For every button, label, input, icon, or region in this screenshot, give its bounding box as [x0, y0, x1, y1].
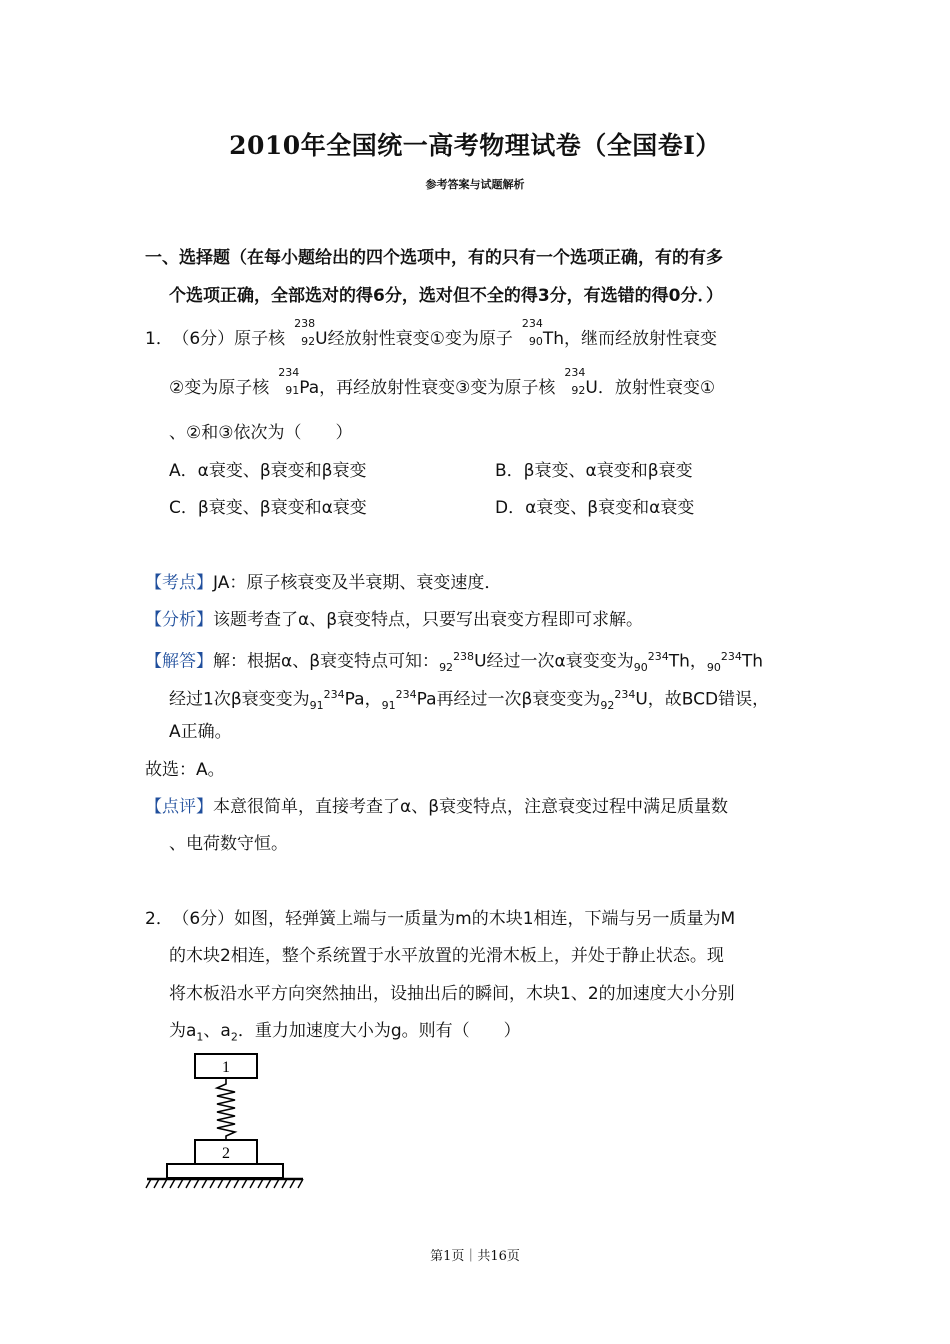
page-subtitle: 参考答案与试题解析: [425, 178, 525, 191]
q1-dianping-line2: 、电荷数守恒。: [169, 834, 288, 854]
q1-option-c: C．β衰变、β衰变和α衰变: [169, 498, 367, 518]
q1-option-b: B．β衰变、α衰变和β衰变: [495, 461, 693, 481]
section-header-line1: 一、选择题（在每小题给出的四个选项中，有的只有一个选项正确，有的有多: [145, 248, 723, 268]
nuclide-u238: 238 92: [294, 317, 316, 348]
q1-choice: 故选：A。: [145, 760, 225, 780]
dianping-tag: 【点评】: [145, 797, 213, 817]
q1-jieda-line3: A正确。: [169, 722, 232, 742]
q2-number: 2．: [145, 909, 173, 929]
q2-line3: 将木板沿水平方向突然抽出，设抽出后的瞬间，木块1、2的加速度大小分别: [169, 984, 735, 1004]
nuclide-pa234: 234 91: [278, 366, 300, 397]
page-footer: 第1页｜共16页: [430, 1249, 520, 1264]
spring: [217, 1078, 235, 1140]
q1-option-a: A．α衰变、β衰变和β衰变: [169, 461, 367, 481]
fenxi-tag: 【分析】: [145, 610, 213, 630]
q1-jieda-line1: 【解答】解：根据α、β衰变特点可知：$_{92}^{238}$U经过一次α衰变变为$_{90}^{234}$Th，$_{90}^{234}$Th: [145, 650, 764, 675]
q2-line1: 2． （6分）如图，轻弹簧上端与一质量为m的木块1相连，下端与另一质量为M: [145, 909, 736, 929]
spring-blocks-figure: [145, 1048, 305, 1194]
q1-jieda-line2: 经过1次β衰变变为$_{91}^{234}$Pa，$_{91}^{234}$Pa再经过一次β衰变变为$_{92}^{234}$U，故BCD错误，: [169, 688, 770, 713]
ground-hatch: [146, 1179, 303, 1188]
page-title: 2010年全国统一高考物理试卷（全国卷Ⅰ）: [229, 131, 721, 160]
section-header-line2: 个选项正确，全部选对的得6分，选对但不全的得3分，有选错的得0分．）: [169, 286, 723, 306]
jieda-tag: 【解答】: [145, 651, 213, 672]
board: [167, 1164, 283, 1178]
q1-option-d: D．α衰变、β衰变和α衰变: [495, 498, 695, 518]
nuclide-th234: 234 90: [521, 317, 543, 348]
q1-line2: ②变为原子核 234 91 Pa，再经放射性衰变③变为原子核 234 92 U．放射性衰变①: [169, 373, 715, 403]
q1-line3: 、②和③依次为（ ）: [169, 423, 353, 443]
nuclide-u234: 234 92: [564, 366, 586, 397]
q1-line1: 1． （6分）原子核 238 92 U经放射性衰变①变为原子 234 90 Th，继而经放射性衰变: [145, 324, 717, 354]
q1-dianping-line1: 【点评】本意很简单，直接考查了α、β衰变特点，注意衰变过程中满足质量数: [145, 797, 729, 817]
block-1-label: 1: [222, 1059, 230, 1076]
q2-line2: 的木块2相连，整个系统置于水平放置的光滑木板上，并处于静止状态。现: [169, 946, 724, 966]
q1-kaodian: 【考点】JA：原子核衰变及半衰期、衰变速度．: [145, 573, 502, 593]
kaodian-tag: 【考点】: [145, 573, 213, 593]
q2-line4: 为$a_1$、$a_2$．重力加速度大小为g。则有（ ）: [169, 1021, 521, 1044]
block-2-label: 2: [222, 1145, 230, 1162]
q1-fenxi: 【分析】该题考查了α、β衰变特点，只要写出衰变方程即可求解。: [145, 610, 644, 630]
q1-number: 1．: [145, 329, 173, 349]
